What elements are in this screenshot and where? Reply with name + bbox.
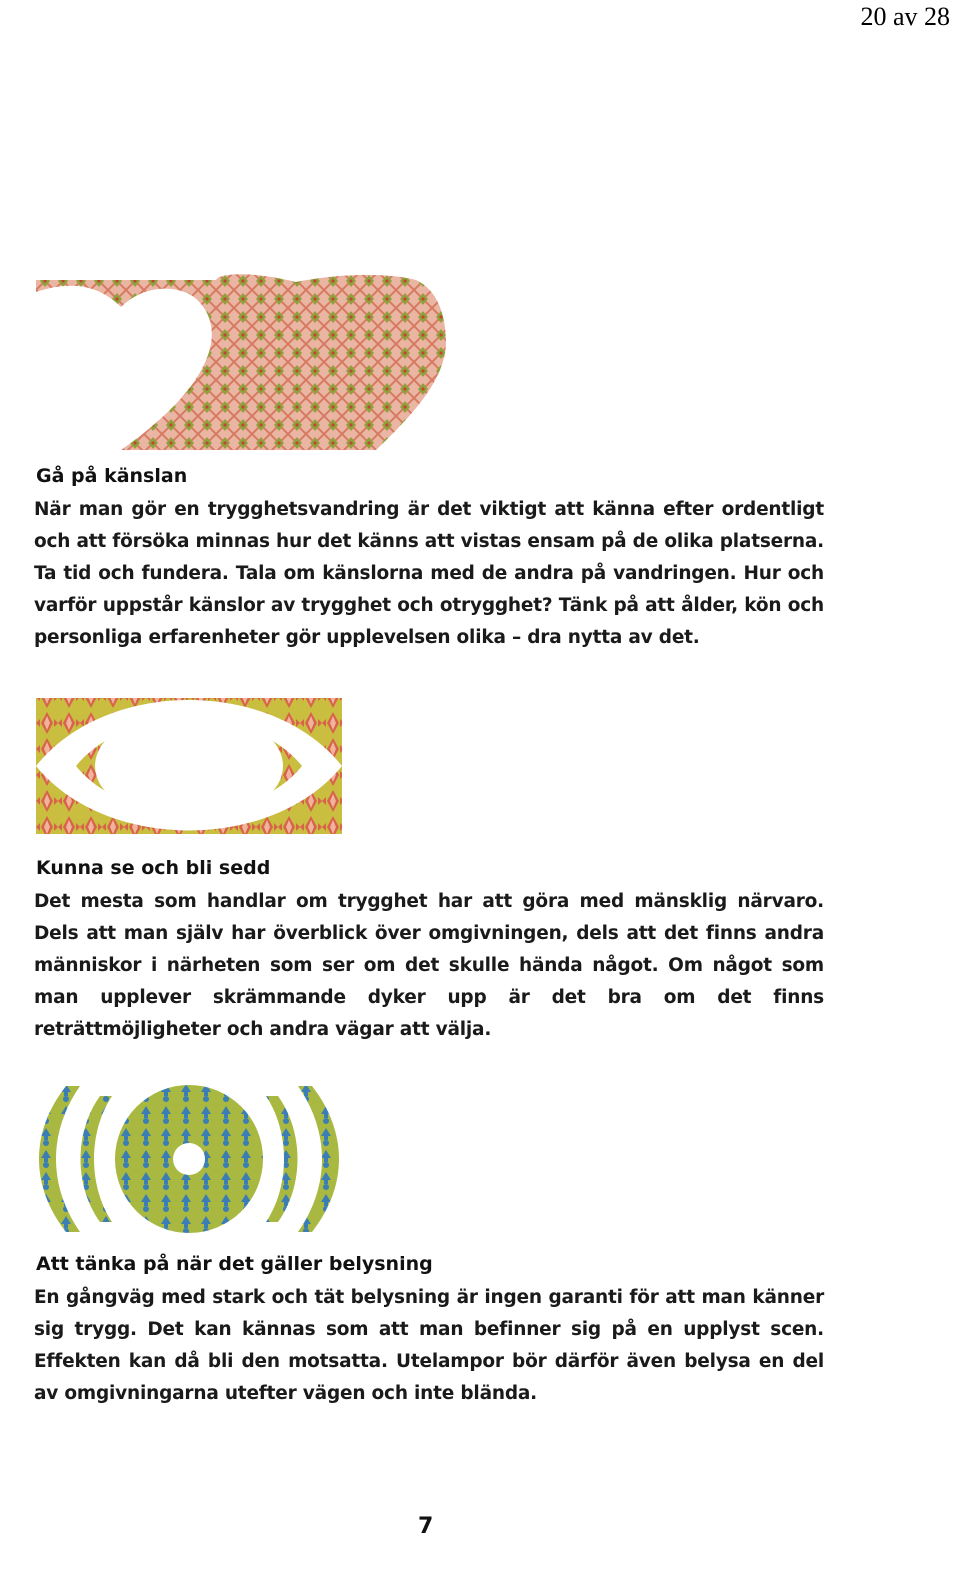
- light-rings-pattern-icon: [36, 1082, 342, 1236]
- section-title-ga-pa-kanslan: Gå på känslan: [36, 465, 188, 487]
- heart-pattern-icon: [36, 272, 448, 450]
- section-body-ga-pa-kanslan: När man gör en trygghetsvandring är det viktigt att känna efter ordentligt och att försöka minnas hur det känns att vistas ensam på de olika platserna. Ta tid och fundera. Tala om känslorna med de andra på vandringen. Hur och varför uppstår känslor av trygghet och otrygghet? Tänk på att ålder, kön och personliga erfarenheter gör upplevelsen olika – dra nytta av det.: [34, 499, 825, 648]
- section-title-kunna-se: Kunna se och bli sedd: [36, 857, 271, 879]
- eye-pattern-icon: [36, 684, 342, 834]
- section-title-belysning: Att tänka på när det gäller belysning: [36, 1253, 433, 1275]
- section-body-belysning: En gångväg med stark och tät belysning är ingen garanti för att man känner sig trygg. Det kan kännas som att man befinner sig på en upplyst scen. Effekten kan då bli den motsatta. Utelampor bör därför även belysa en del av omgivningarna utefter vägen och inte blända.: [34, 1287, 824, 1404]
- page-counter: 20 av 28: [860, 2, 950, 31]
- page-number: 7: [418, 1514, 434, 1539]
- section-body-kunna-se: Det mesta som handlar om trygghet har att göra med mänsklig närvaro. Dels att man själv har överblick över omgivningen, dels att det finns andra människor i närheten som ser om det skulle hända något. Om något som man upplever skrämmande dyker upp är det bra om det finns reträttmöjligheter och andra vägar att välja.: [34, 891, 824, 1040]
